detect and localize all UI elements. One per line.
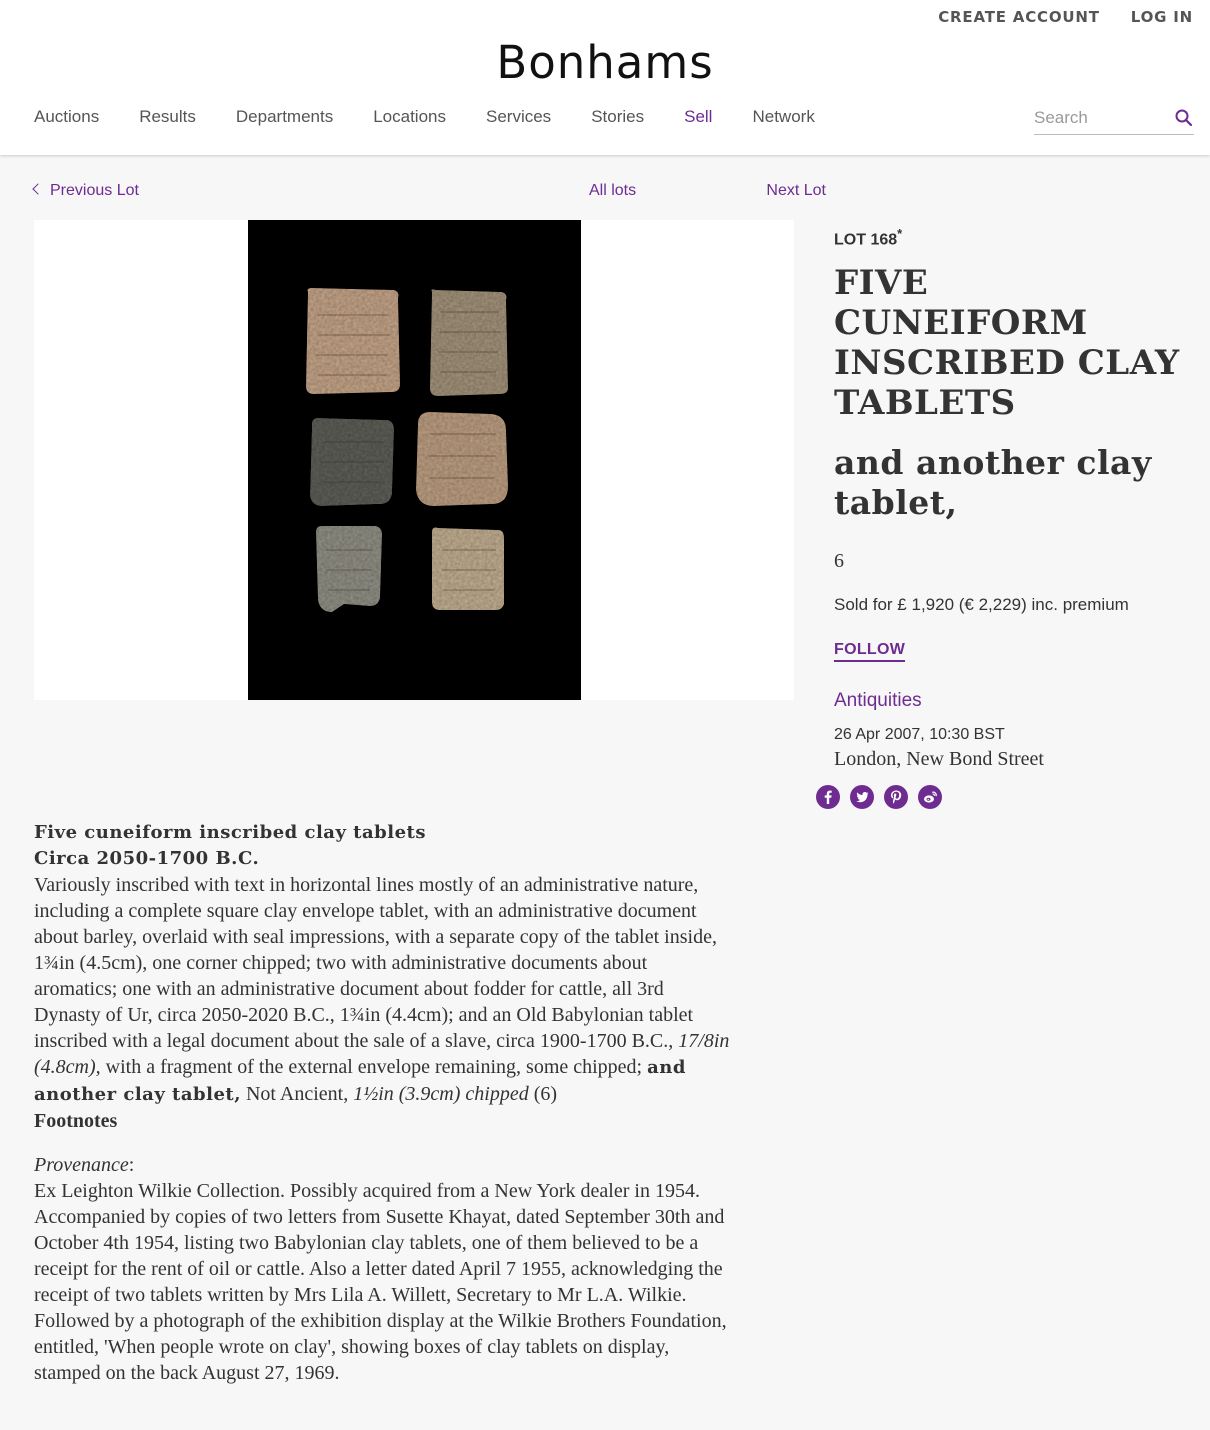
- next-lot-link[interactable]: [766, 182, 1194, 200]
- description-heading: Five cuneiform inscribed clay tablets: [34, 822, 426, 843]
- follow-button[interactable]: FOLLOW: [834, 641, 905, 662]
- lot-subtitle: and another clay tablet,: [834, 443, 1152, 523]
- lot-photo[interactable]: [248, 220, 581, 700]
- description-text-c: Not Ancient,: [240, 1083, 354, 1105]
- lot-number-label: LOT 168: [834, 231, 898, 249]
- department-link[interactable]: Antiquities: [834, 690, 922, 712]
- search-input[interactable]: [1034, 106, 1164, 130]
- description-text-b: with a fragment of the external envelope remaining, some chipped;: [100, 1056, 648, 1078]
- provenance-label: [34, 1152, 734, 1178]
- department-wrap: [834, 662, 1194, 712]
- bonhams-logo[interactable]: Bonhams: [496, 36, 714, 89]
- description-bold-text: and another clay tablet,: [34, 1057, 686, 1105]
- provenance-label-text: Provenance: [34, 1154, 129, 1176]
- previous-lot-label: Previous Lot: [50, 182, 139, 199]
- nav-auctions[interactable]: Auctions: [34, 107, 100, 126]
- description-date: Circa 2050-1700 B.C.: [34, 848, 260, 869]
- search-box: [1034, 106, 1194, 135]
- account-links: [938, 8, 1193, 26]
- description-text-d: (6): [528, 1083, 558, 1105]
- nav-services[interactable]: Services: [486, 107, 552, 126]
- provenance-text: Ex Leighton Wilkie Collection. Possibly acquired from a New York dealer in 1954. Accompanied by copies of two letters from Susette Khayat, dated September 30th and October 4th 1954, listing two Babylonian clay tablets, one of them believed to be a receipt for the rent of oil or cattle. Also a letter dated April 7 1955, acknowledging the receipt of two tablets written by Mrs Lila A. Willett, Secretary to Mr L.A. Wilkie. Followed by a photograph of the exhibition display at the Wilkie Brothers Foundation, entitled, 'When people wrote on clay', showing boxes of clay tablets on display, stamped on the back August 27, 1969.: [34, 1180, 727, 1384]
- next-lot-label: Next Lot: [766, 182, 826, 199]
- all-lots-link[interactable]: All lots: [589, 182, 637, 199]
- main-nav: [34, 107, 855, 127]
- lot-quantity: 6: [834, 550, 844, 573]
- description-italic-measure: 17/8in (4.8cm),: [34, 1030, 730, 1078]
- pinterest-icon[interactable]: [884, 785, 908, 809]
- facebook-icon[interactable]: [816, 785, 840, 809]
- site-header: [0, 0, 1210, 155]
- description-italic-measure-2: 1½in (3.9cm) chipped: [353, 1083, 529, 1105]
- sold-price: Sold for £ 1,920 (€ 2,229) inc. premium: [834, 595, 1129, 615]
- lot-description: [34, 820, 734, 1386]
- lot-title: FIVE CUNEIFORM INSCRIBED CLAY TABLETS: [834, 263, 1180, 424]
- chevron-left-icon: [32, 183, 43, 194]
- twitter-icon[interactable]: [850, 785, 874, 809]
- previous-lot-link[interactable]: [34, 182, 139, 200]
- auction-venue: London, New Bond Street: [834, 748, 1044, 771]
- social-share: [816, 785, 942, 809]
- lot-image-frame: [34, 220, 794, 700]
- nav-stories[interactable]: Stories: [591, 107, 645, 126]
- nav-locations[interactable]: Locations: [373, 107, 446, 126]
- lot-summary: [834, 226, 1194, 771]
- nav-departments[interactable]: Departments: [235, 107, 334, 126]
- lot-number: [834, 226, 1194, 249]
- nav-sell[interactable]: Sell: [684, 107, 713, 126]
- provenance-colon: :: [128, 1154, 135, 1176]
- log-in-link[interactable]: LOG IN: [1130, 8, 1193, 26]
- create-account-link[interactable]: CREATE ACCOUNT: [938, 8, 1100, 26]
- description-text-a: Variously inscribed with text in horizontal lines mostly of an administrative nature, including a complete square clay envelope tablet, with an administrative document about barley, overlaid with seal impressions, with a separate copy of the tablet inside, 1¾in (4.5cm), one corner chipped; two with administrative documents about aromatics; one with an administrative document about fodder for cattle, all 3rd Dynasty of Ur, circa 2050-2020 B.C., 1¾in (4.4cm); and an Old Babylonian tablet inscribed with a legal document about the sale of a slave, circa 1900-1700 B.C.,: [34, 874, 717, 1052]
- weibo-icon[interactable]: [918, 785, 942, 809]
- description-body: [34, 872, 734, 1108]
- clay-tablets-image: [248, 220, 581, 700]
- search-icon[interactable]: [1174, 108, 1194, 128]
- lot-marker: *: [897, 226, 903, 241]
- nav-network[interactable]: Network: [752, 107, 815, 126]
- nav-results[interactable]: Results: [139, 107, 196, 126]
- auction-date: 26 Apr 2007, 10:30 BST: [834, 726, 1005, 744]
- footnotes-heading: Footnotes: [34, 1110, 118, 1132]
- lot-navigation: [34, 182, 1194, 206]
